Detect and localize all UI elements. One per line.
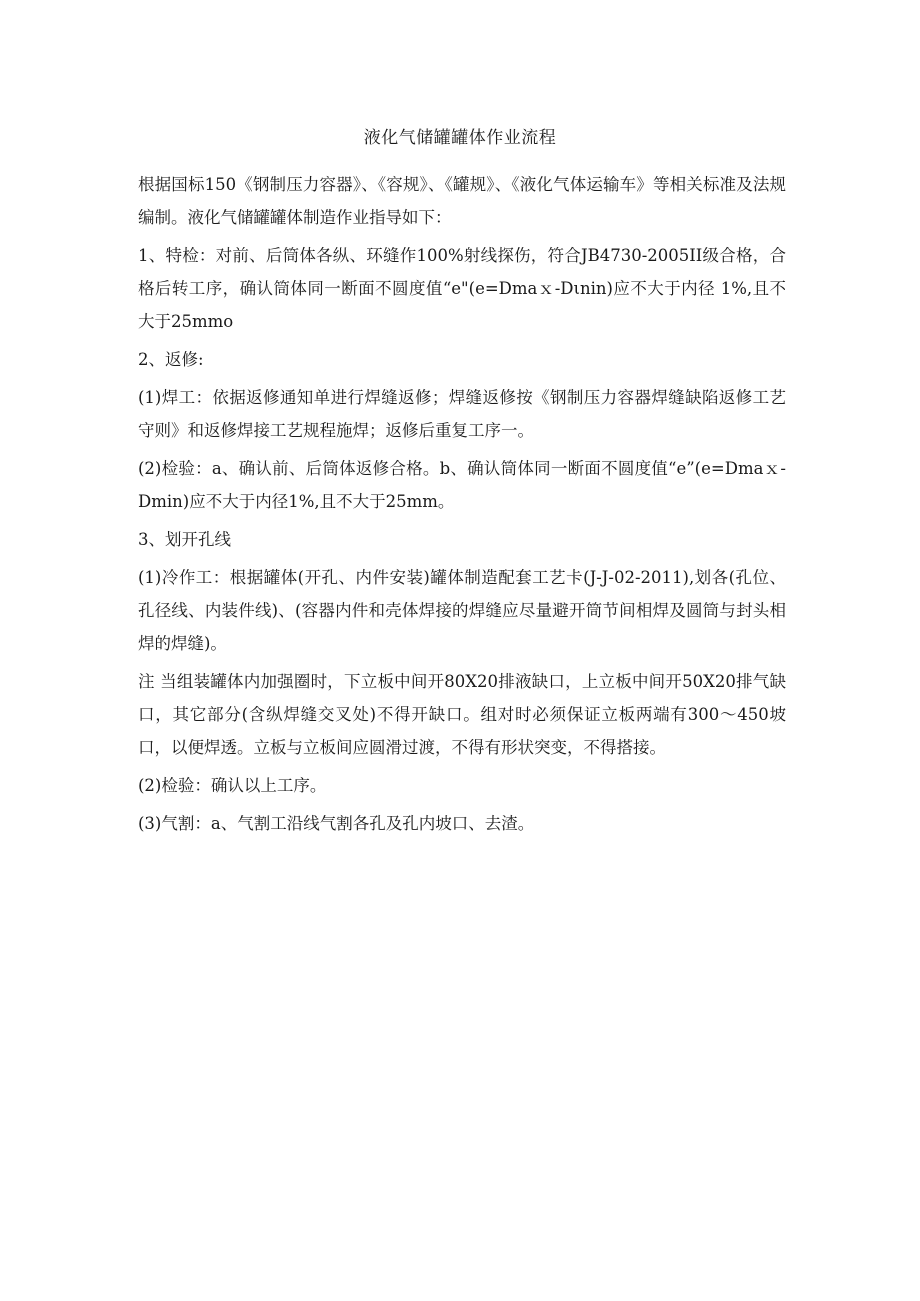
document-title: 液化气储罐罐体作业流程 [363, 128, 557, 148]
paragraph-repair-heading: 2、返修: [138, 350, 204, 369]
paragraph-intro: 根据国标150《钢制压力容器》、《容规》、《罐规》、《液化气体运输车》等相关标准及法规编制。液化气储罐罐体制造作业指导如下： [138, 175, 786, 227]
paragraph-note: 注 当组装罐体内加强圈时，下立板中间开80X20排液缺口，上立板中间开50X20排气缺口，其它部分(含纵焊缝交叉处)不得开缺口。组对时必须保证立板两端有300～450坡口，以便焊透。立板与立板间应圆滑过渡，不得有形状突变，不得搭接。 [138, 672, 786, 757]
paragraph-marking-heading: 3、划开孔线 [138, 530, 231, 549]
paragraph-marking-inspection: (2)检验：确认以上工序。 [138, 776, 327, 795]
document-body [138, 168, 786, 845]
paragraph-special-inspection: 1、特检：对前、后筒体各纵、环缝作100%射线探伤，符合JB4730-2005II级合格，合格后转工序，确认筒体同一断面不圆度值“e"(e=Dmaｘ-Dιnin)应不大于内径 1%,且不大于25mmo [138, 246, 786, 331]
paragraph-repair-inspection: (2)检验：a、确认前、后筒体返修合格。b、确认筒体同一断面不圆度值“e”(e=Dmaｘ-Dmin)应不大于内径1%,且不大于25mm。 [138, 459, 786, 511]
paragraph-repair-welder: (1)焊工：依据返修通知单进行焊缝返修；焊缝返修按《钢制压力容器焊缝缺陷返修工艺守则》和返修焊接工艺规程施焊；返修后重复工序一。 [138, 388, 786, 440]
paragraph-gas-cutting: (3)气割：a、气割工沿线气割各孔及孔内坡口、去渣。 [138, 814, 535, 833]
paragraph-marking-cold-work: (1)冷作工：根据罐体(开孔、内件安装)罐体制造配套工艺卡(J-J-02-2011),划各(孔位、孔径线、内装件线)、(容器内件和壳体焊接的焊缝应尽量避开筒节间相焊及圆筒与封头相焊的焊缝)。 [138, 568, 786, 653]
